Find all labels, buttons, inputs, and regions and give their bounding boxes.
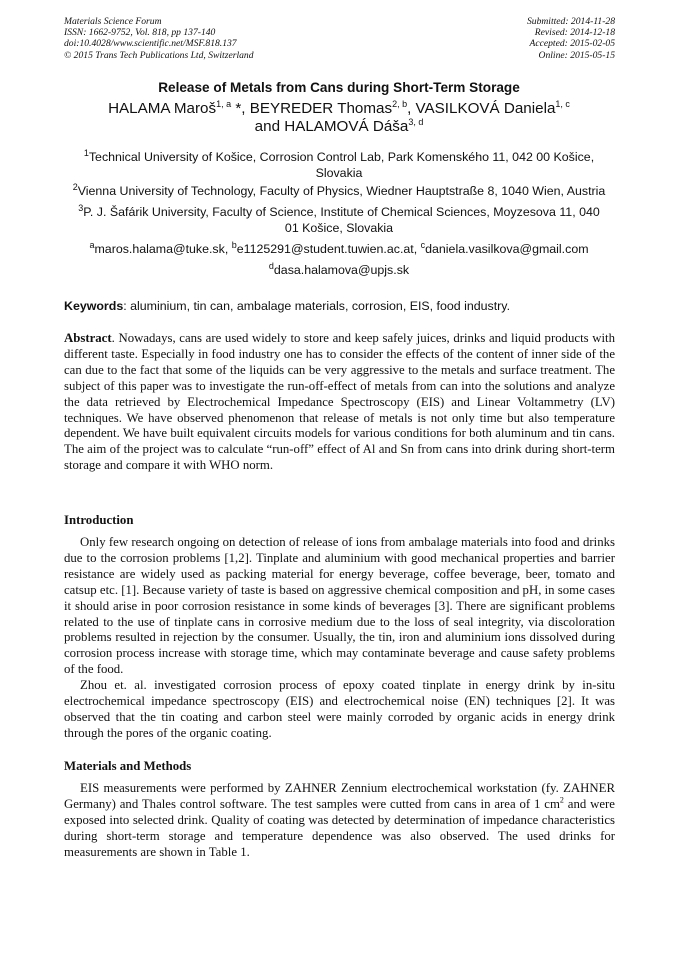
methods-text-a: EIS measurements were performed by ZAHNER Zennium electrochemical workstation (fy. ZAHNER Germany) and Thales control software. The test samples were cutted from cans in area of 1 cm — [64, 781, 615, 811]
superscript-2: 2 — [559, 795, 564, 805]
introduction-body — [64, 535, 615, 742]
affiliation-2 — [70, 183, 608, 199]
affiliation-mark: 3 — [78, 202, 84, 213]
author-name: BEYREDER Thomas — [249, 100, 393, 117]
journal-info — [64, 16, 254, 61]
doi-line: doi:10.4028/www.scientific.net/MSF.818.137 — [64, 38, 237, 50]
affiliation-text: Technical University of Košice, Corrosion Control Lab, Park Komenského 11, 042 00 Košice, Slovakia — [88, 150, 595, 180]
email-address: maros.halama@tuke.sk, — [94, 242, 232, 256]
affiliation-mark: 2 — [72, 181, 78, 192]
author-affil-mark: 1, c — [555, 98, 570, 109]
email-mark: d — [268, 260, 274, 271]
author-and: and — [254, 118, 285, 135]
submitted-date: Submitted: 2014-11-28 — [526, 16, 615, 27]
journal-name: Materials Science Forum — [64, 16, 162, 27]
methods-body — [64, 781, 615, 861]
author-list — [70, 100, 608, 136]
paper-title: Release of Metals from Cans during Short-Term Storage — [158, 80, 520, 95]
abstract — [64, 331, 615, 474]
introduction-heading: Introduction — [64, 513, 134, 527]
author-name: HALAMA Maroš — [108, 100, 217, 117]
online-date: Online: 2015-05-15 — [538, 49, 615, 61]
abstract-label: Abstract — [64, 331, 112, 345]
affiliation-text: P. J. Šafárik University, Faculty of Science, Institute of Chemical Sciences, Moyzesova 11, 040 01 Košice, Slovakia — [83, 205, 600, 235]
methods-heading: Materials and Methods — [64, 759, 192, 773]
email-mark: c — [420, 239, 426, 250]
affiliation-1 — [70, 149, 608, 181]
keywords-text: : aluminium, tin can, ambalage materials, corrosion, EIS, food industry. — [123, 299, 511, 313]
email-list — [70, 239, 608, 281]
methods-paragraph-1 — [64, 781, 615, 861]
affiliation-text: Vienna University of Technology, Faculty of Physics, Wiedner Hauptstraße 8, 1040 Wien, Austria — [77, 184, 606, 198]
abstract-text: . Nowadays, cans are used widely to store and keep safely juices, drinks and liquid products with different taste. Especially in food industry one has to consider the effects of the content of inner side of the can due to the fact that some of the liquids can be very aggressive to the metals and surface treatment. The subject of this paper was to investigate the run-off-effect of metals from can into the solutions and analyze the data retrieved by Electrochemical Impedance Spectroscopy (EIS) and Linear Voltammetry (LV) techniques. We have observed phenomenon that release of metals is not only time but also temperature dependent. We have built equivalent circuits models for various conditions for both aluminum and tin cans. The aim of the project was to calculate “run-off” effect of Al and Sn from cans into drink during short-term storage and compare it with WHO norm. — [64, 331, 615, 473]
author-separator: , — [407, 100, 416, 117]
email-address: dasa.halamova@upjs.sk — [273, 263, 410, 277]
accepted-date: Accepted: 2015-02-05 — [529, 38, 615, 50]
intro-paragraph-2: Zhou et. al. investigated corrosion process of epoxy coated tinplate in energy drink by in-situ electrochemical impedance spectroscopy (EIS) and electrochemical noise (EN) techniques [2]. It was observed that the tin coating and carbon steel were mainly corroded by organic acids in energy drink through the pores of the organic coating. — [64, 678, 615, 740]
keywords-label: Keywords — [64, 299, 124, 313]
author-affil-mark: 1, a — [216, 98, 232, 109]
email-mark: b — [231, 239, 237, 250]
methods-text-b: and were exposed into selected drink. Quality of coating was detected by determination of impedance characteristics during short-term storage and temperature dependence was also observed. The used drinks for measurements are shown in Table 1. — [64, 796, 615, 859]
author-name: VASILKOVÁ Daniela — [415, 100, 556, 117]
publication-dates — [527, 16, 615, 61]
revised-date: Revised: 2014-12-18 — [534, 27, 615, 39]
email-mark: a — [89, 239, 95, 250]
keywords — [64, 299, 616, 313]
author-affil-mark: 2, b — [392, 98, 408, 109]
author-name: HALAMOVÁ Dáša — [284, 118, 409, 135]
author-affil-mark: 3, d — [408, 116, 424, 127]
affiliation-3 — [70, 204, 608, 236]
issn-line: ISSN: 1662-9752, Vol. 818, pp 137-140 — [64, 27, 216, 39]
affiliation-mark: 1 — [83, 147, 89, 158]
copyright-line: © 2015 Trans Tech Publications Ltd, Switzerland — [64, 49, 254, 61]
intro-paragraph-1: Only few research ongoing on detection of release of ions from ambalage materials into food and drinks due to the corrosion problems [1,2]. Tinplate and aluminium with good mechanical properties and barrier resistance are widely used as packing material for energy beverage, coffee beverage, beer, tomato and catsup etc. [1]. Because variety of taste is based on aggressive chemical composition and pH, in some cases it should arise in poor corrosion resistance in some kinds of beverages [3]. There are significant problems related to the use of tinplate cans in corrosive medium due to the loss of seal integrity, via discoloration problems resulted in rejection by the consumer. Usually, the tin, iron and aluminium ions dissolved during corrosion process increase with storage time, which may contaminate beverage and cause safety problems of the food. — [64, 535, 615, 677]
corresponding-mark: *, — [231, 100, 250, 117]
email-address: e1125291@student.tuwien.ac.at, — [236, 242, 421, 256]
email-address: daniela.vasilkova@gmail.com — [425, 242, 589, 256]
